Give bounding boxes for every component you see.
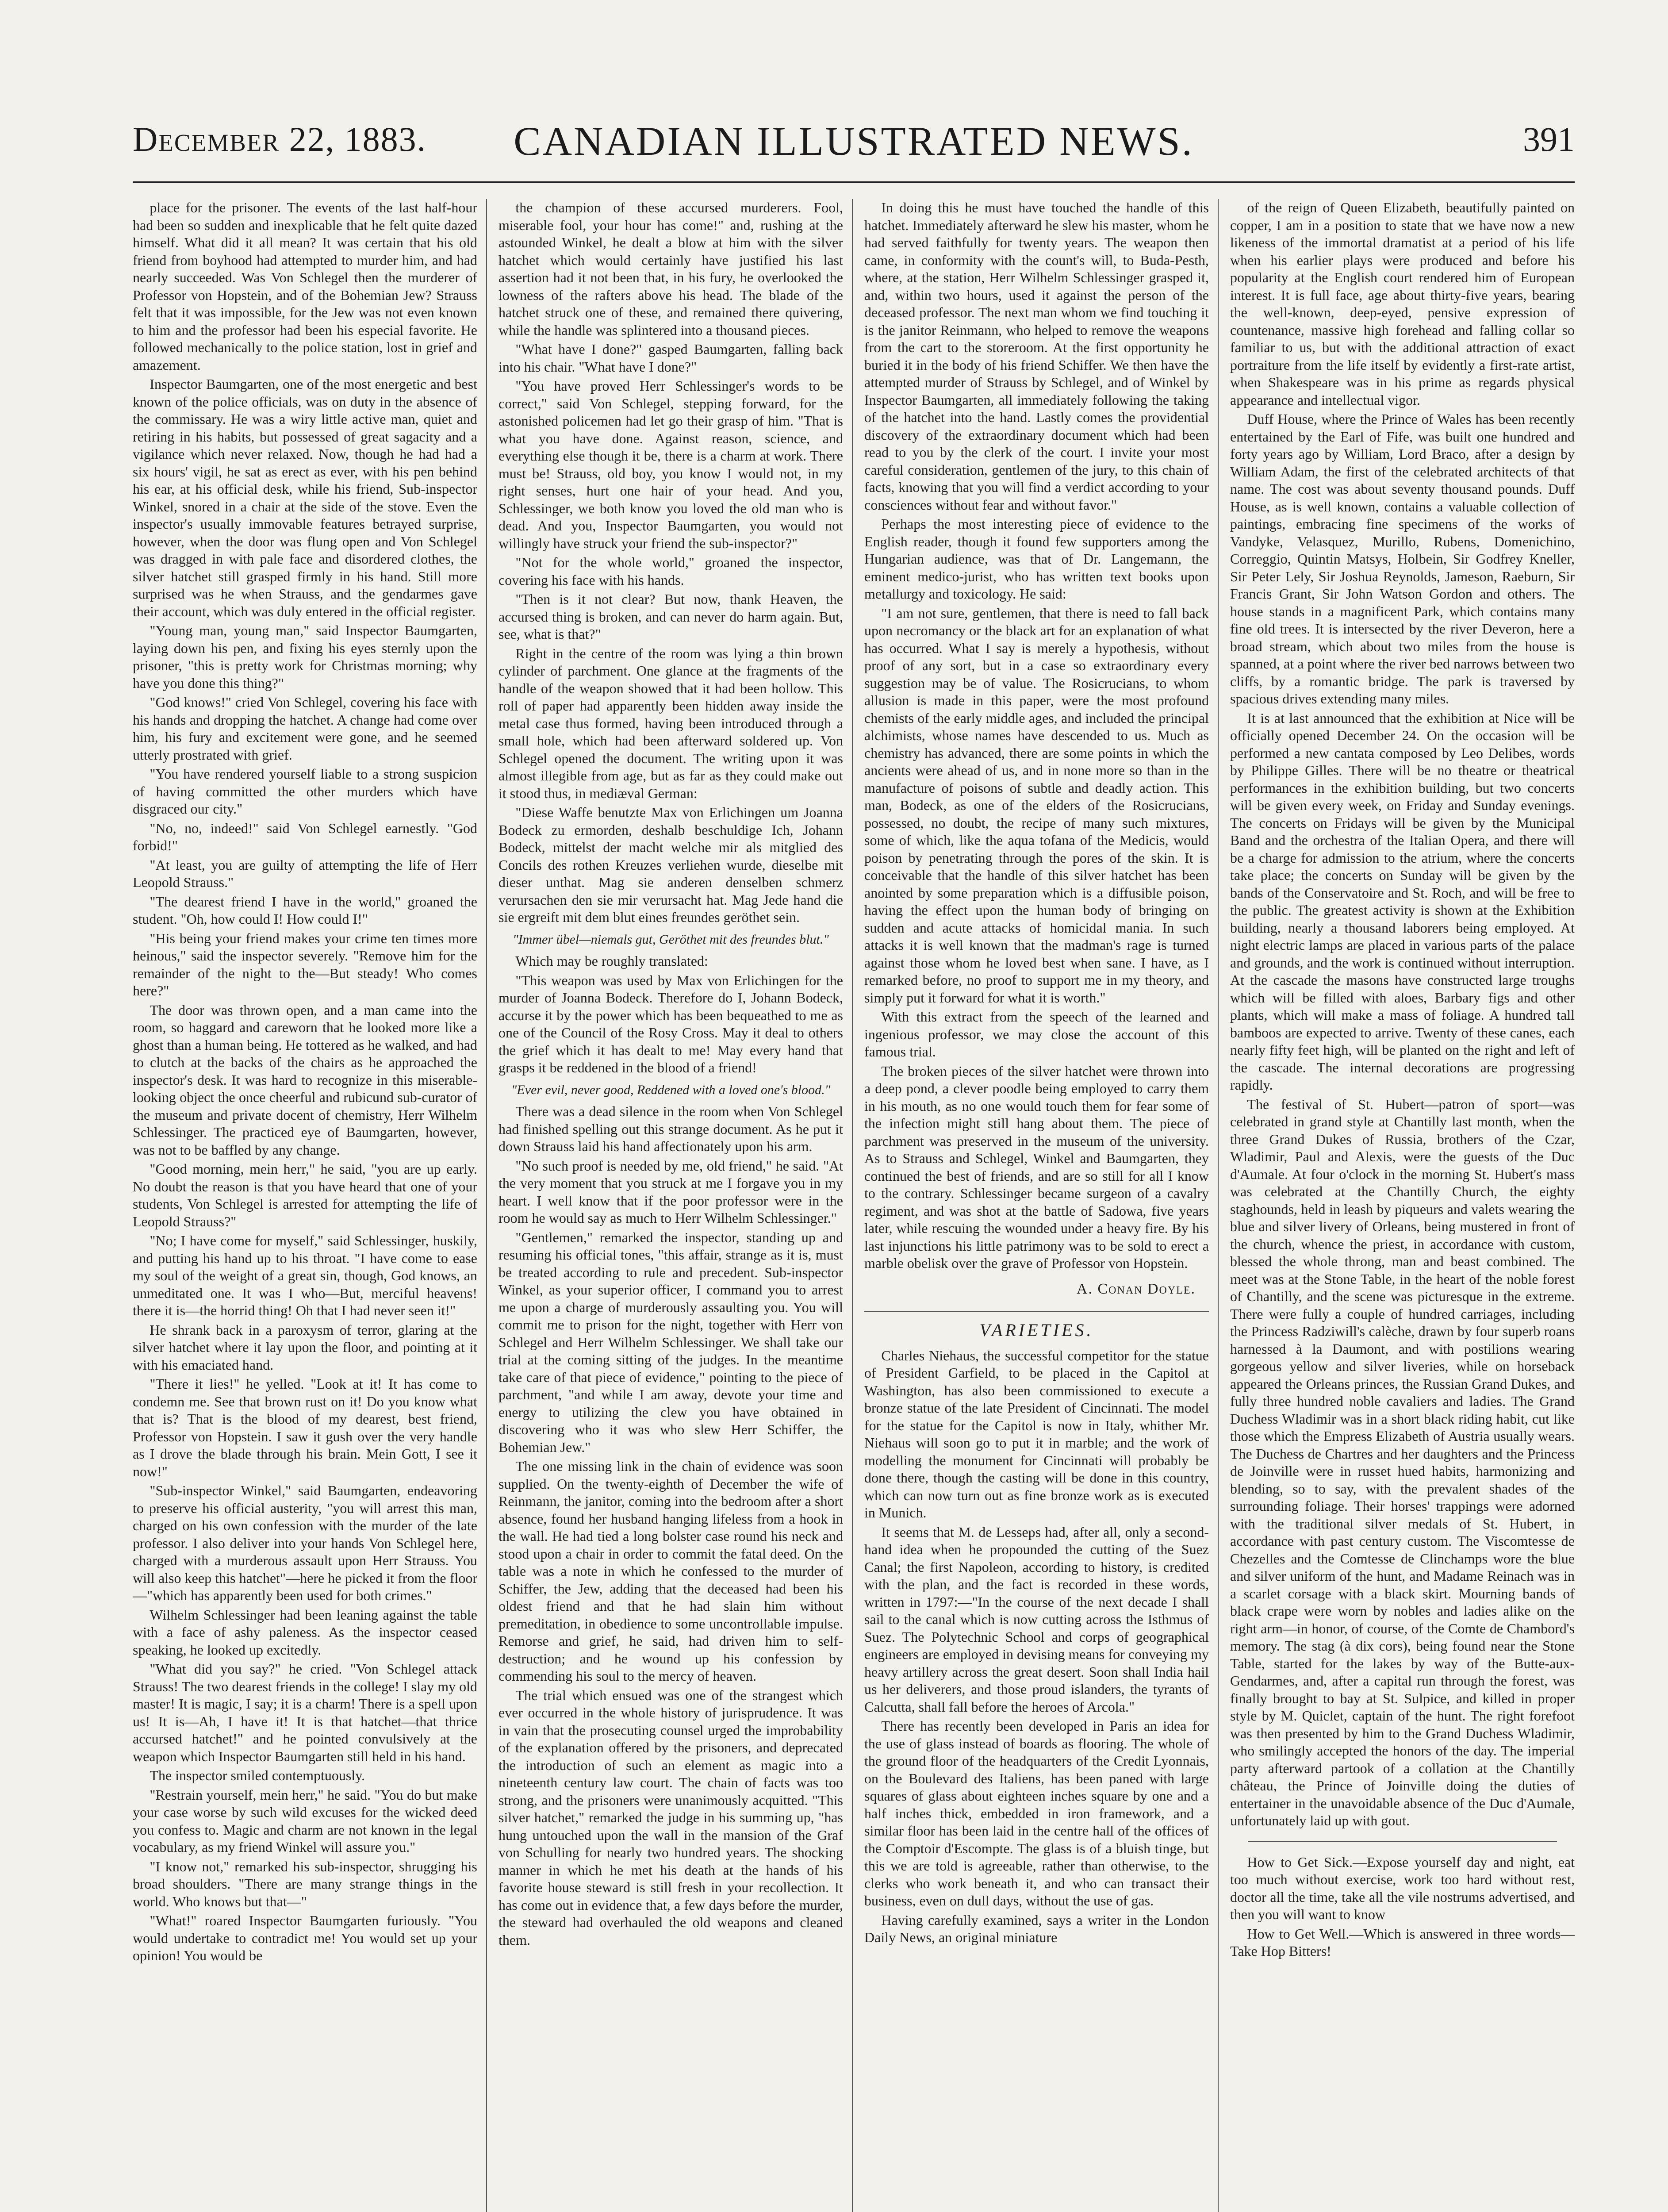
paragraph: "Sub-inspector Winkel," said Baumgarten, endeavoring to preserve his official austerity, "you will arrest this man, charged on his own confession with the murder of the late professor. I also deliver into your hands Von Schlegel here, charged with a murderous assault upon Herr Strauss. You will also keep this hatchet"—here he picked it from the floor—"which has apparently been used for both crimes." [133,1482,477,1603]
issue-date: December 22, 1883. [133,120,427,158]
tip-paragraph: How to Get Sick.—Expose yourself day and night, eat too much without exercise, work too hard without rest, doctor all the time, take all the vile nostrums advertised, and then you will want to know [1230,1854,1575,1922]
paragraph: "Gentlemen," remarked the inspector, standing up and resuming his official tones, "this affair, strange as it is, must be treated according to rule and precedent. Sub-inspector Winkel, as your superior officer, I command you to arrest me upon a charge of murderously assaulting you. You will commit me to prison for the night, together with Herr von Schlegel and Herr Wilhelm Schlessinger. We shall take our trial at the coming sitting of the judges. In the meantime take care of that piece of evidence," pointing to the piece of parchment, "and while I am away, devote your time and energy to utilizing the clew you have obtained in discovering who it was who slew Herr Schiffer, the Bohemian Jew." [498,1229,843,1455]
paragraph: "Good morning, mein herr," he said, "you are up early. No doubt the reason is that you have heard that one of your students, Von Schlegel is arrested for attempting the life of Leopold Strauss?" [133,1161,477,1229]
paragraph: "No, no, indeed!" said Von Schlegel earnestly. "God forbid!" [133,820,477,853]
paragraph: "God knows!" cried Von Schlegel, covering his face with his hands and dropping the hatchet. A change had come over him, his fury and excitement were gone, and he seemed utterly prostrated with grief. [133,694,477,763]
page-number: 391 [1523,120,1575,158]
paragraph: "Young man, young man," said Inspector Baumgarten, laying down his pen, and fixing his eyes sternly upon the prisoner, "this is pretty work for Christmas morning; why have you done this thing?" [133,622,477,691]
paragraph: The trial which ensued was one of the strangest which ever occurred in the whole history of jurisprudence. It was in vain that the prosecuting counsel urged the improbability of the explanation offered by the prisoners, and deprecated the introduction of such an element as magic into a nineteenth century law court. The chain of facts was too strong, and the prisoners were unanimously acquitted. "This silver hatchet," remarked the judge in his summing up, "has hung untouched upon the wall in the mansion of the Graf von Schulling for nearly two hundred years. The shocking manner in which he met his death at the hands of his favorite house steward is still fresh in your recollection. It has come out in evidence that, a few days before the murder, the steward had overhauled the old weapons and cleaned them. [498,1687,843,1948]
paragraph: The broken pieces of the silver hatchet were thrown into a deep pond, a clever poodle being employed to carry them in his mouth, as no one would touch them for fear some of the infection might still hang about them. The piece of parchment was preserved in the museum of the university. As to Strauss and Schlegel, Winkel and Baumgarten, they continued the best of friends, and are so still for all I know to the contrary. Schlessinger became surgeon of a cavalry regiment, and was shot at the battle of Sadowa, five years later, while rescuing the wounded under a heavy fire. By his last injunctions his little patrimony was to be sold to erect a marble obelisk over the grave of Professor von Hopstein. [864,1063,1209,1271]
paragraph: With this extract from the speech of the learned and ingenious professor, we may close the account of this famous trial. [864,1009,1209,1060]
paragraph: "Restrain yourself, mein herr," he said. "You do but make your case worse by such wild excuses for the wicked deed you confess to. Magic and charm are not known in the legal vocabulary, as my friend Winkel will assure you." [133,1786,477,1855]
paragraph: It seems that M. de Lesseps had, after all, only a second-hand idea when he propounded the cutting of the Suez Canal; the first Napoleon, according to history, is credited with the plan, and the fact is recorded in these words, written in 1797:—"In the course of the next decade I shall sail to the canal which is now cutting across the Isthmus of Suez. The Polytechnic School and corps of geographical engineers are employed in devising means for conveying my heavy artillery across the great desert. Soon shall India hail us her deliverers, and those proud islanders, the tyrants of Calcutta, shall fall before the heroes of Arcola." [864,1524,1209,1715]
column-1 [133,199,487,2212]
paragraph: "What have I done?" gasped Baumgarten, falling back into his chair. "What have I done?" [498,341,843,375]
paragraph: There was a dead silence in the room when Von Schlegel had finished spelling out this strange document. As he put it down Strauss laid his hand affectionately upon his arm. [498,1103,843,1154]
paragraph: Duff House, where the Prince of Wales has been recently entertained by the Earl of Fife, was built one hundred and forty years ago by William, Lord Braco, after a design by William Adam, the first of the celebrated architects of that name. The cost was about seventy thousand pounds. Duff House, as is well known, contains a valuable collection of paintings, embracing fine specimens of the works of Vandyke, Velasquez, Murillo, Rubens, Domenichino, Correggio, Quintin Matsys, Holbein, Sir Godfrey Kneller, Sir Peter Lely, Sir Joshua Reynolds, Jameson, Raeburn, Sir Francis Grant, Sir John Watson Gordon and others. The house stands in a magnificent Park, which contains many fine old trees. It is intersected by the river Deveron, here a broad stream, which about two miles from the house is spanned, at a point where the river bed narrows between two cliffs, by a romantic bridge. The park is traversed by spacious drives extending many miles. [1230,411,1575,707]
paragraph: "I know not," remarked his sub-inspector, shrugging his broad shoulders. "There are many strange things in the world. Who knows but that—" [133,1858,477,1909]
column-4 [1230,199,1575,2212]
paragraph: "His being your friend makes your crime ten times more heinous," said the inspector severely. "Remove him for the remainder of the night to the—But steady! Who comes here?" [133,930,477,998]
paragraph: "You have proved Herr Schlessinger's words to be correct," said Von Schlegel, stepping forward, for the astonished policemen had let go their grasp of him. "That is what you have done. Against reason, science, and everything else though it be, there is a charm at work. There must be! Strauss, old boy, you know I would not, in my right senses, hurt one hair of your head. And you, Schlessinger, we both know you loved the old man who is dead. And you, Inspector Baumgarten, you would not willingly have struck your friend the sub-inspector?" [498,378,843,551]
paragraph: "At least, you are guilty of attempting the life of Herr Leopold Strauss." [133,856,477,890]
section-divider [1248,1841,1557,1842]
newspaper-page [133,66,1575,2212]
paragraph: place for the prisoner. The events of the last half-hour had been so sudden and inexplicable that he felt quite dazed himself. What did it all mean? It was certain that his old friend from boyhood had attempted to murder him, and had nearly succeeded. Was Von Schlegel then the murderer of Professor von Hopstein, and of the Bohemian Jew? Strauss felt that it was impossible, for the Jew was not even known to him and the professor had been his especial favorite. He followed mechanically to the police station, lost in grief and amazement. [133,200,477,373]
paragraph: The inspector smiled contemptuously. [150,1767,365,1783]
paragraph: The one missing link in the chain of evidence was soon supplied. On the twenty-eighth of December the wife of Reinmann, the janitor, coming into the bedroom after a short absence, found her husband hanging lifeless from a hook in the wall. He had tied a long bolster case round his neck and stood upon a chair in order to commit the fatal deed. On the table was a note in which he confessed to the murder of Schiffer, the Jew, adding that the deceased had been his oldest friend and that he had slain him without premeditation, in obedience to some uncontrollable impulse. Remorse and grief, he said, had driven him to self-destruction; and he wound up his confession by commending his soul to the mercy of heaven. [498,1458,843,1684]
paragraph: "No such proof is needed by me, old friend," he said. "At the very moment that you struck at me I forgave you in my heart. I well know that if the poor professor were in the room he would say as much to Herr Wilhelm Schlessinger." [498,1157,843,1226]
paragraph: He shrank back in a paroxysm of terror, glaring at the silver hatchet where it lay upon the floor, and pointing at it with his emaciated hand. [133,1321,477,1373]
advert-notes [1230,1854,1575,1960]
author-signature: A. Conan Doyle. [1076,1280,1196,1297]
varieties-section [864,1347,1209,1947]
column-3 [864,199,1219,2212]
tip-paragraph: How to Get Well.—Which is answered in three words—Take Hop Bitters! [1230,1925,1575,1959]
paragraph: Wilhelm Schlessinger had been leaning against the table with a face of ashy paleness. As the inspector ceased speaking, he looked up excitedly. [133,1606,477,1658]
paragraph: "You have rendered yourself liable to a strong suspicion of having committed the other murders which have disgraced our city." [133,766,477,817]
paragraph: the champion of these accursed murderers. Fool, miserable fool, your hour has come!" and, rushing at the astounded Winkel, he dealt a blow at him with the silver hatchet which would certainly have justified his last assertion had it not been that, in his fury, he overlooked the lowness of the rafters above his head. The blade of the hatchet struck one of these, and remained there quivering, while the handle was splintered into a thousand pieces. [498,200,843,338]
paragraph: "This weapon was used by Max von Erlichingen for the murder of Joanna Bodeck. Therefore do I, Johann Bodeck, accurse it by the power which has been bequeathed to me as one of the Council of the Rosy Cross. May it deal to others the grief which it has dealt to me! May every hand that grasps it be reddened in the blood of a friend! [498,972,843,1075]
paragraph: The festival of St. Hubert—patron of sport—was celebrated in grand style at Chantilly last month, when the three Grand Dukes of Russia, brothers of the Czar, Wladimir, Paul and Alexis, were the guests of the Duc d'Aumale. At four o'clock in the morning St. Hubert's mass was celebrated at the Chantilly Church, the eighty staghounds, held in leash by piqueurs and valets wearing the blue and silver livery of Orleans, being mustered in front of the church, whence the priest, in accordance with custom, blessed the whole throng, man and beast combined. The meet was at the Stone Table, in the heart of the noble forest of Chantilly, and the scene was picturesque in the extreme. There were fully a couple of hundred carriages, including the Princess Radziwill's calèche, drawn by four superb roans harnessed à la Daumont, and with postilions wearing gorgeous yellow and silver liveries, while on horseback appeared the Orleans princes, the Russian Grand Dukes, and fully three hundred noble cavaliers and ladies. The Grand Duchess Wladimir was in a short black riding habit, cut like those which the Empress Elizabeth of Austria usually wears. The Duchess de Chartres and her daughters and the Princess de Joinville were in russet hued habits, harmonizing and blending, so to say, with the prevalent shades of the surrounding foliage. Their horses' trappings were adorned with the traditional silver medals of St. Hubert, in accordance with past century custom. The Viscomtesse de Chezelles and the Comtesse de Clinchamps wore the blue and silver uniform of the hunt, and Madame Reinach was in a scarlet corsage with a black skirt. Mourning bands of black crape were worn by nobles and ladies alike on the right arm—in honor, of course, of the Comte de Chambord's memory. The stag (à dix cors), being found near the Stone Table, started for the lakes by way of the Butte-aux-Gendarmes, and, after a capital run through the forest, was finally brought to bay at St. Sulpice, and killed in proper style by M. Quiclet, captain of the hunt. The right forefoot was then presented by him to the Grand Duchess Wladimir, who smilingly accepted the honors of the day. The imperial party afterward partook of a collation at the Chantilly château, the Prince of Joinville doing the duties of entertainer in the unavoidable absence of the Duc d'Aumale, unfortunately laid up with gout. [1230,1096,1575,1828]
paragraph: "There it lies!" he yelled. "Look at it! It has come to condemn me. See that brown rust on it! Do you know what that is? That is the blood of my dearest, best friend, Professor von Hopstein. I saw it gush over the very handle as I drove the blade through his brain. Mein Gott, I see it now!" [133,1376,477,1479]
paragraph: "Then is it not clear? But now, thank Heaven, the accursed thing is broken, and can never do harm again. But, see, what is that?" [498,591,843,642]
paragraph: of the reign of Queen Elizabeth, beautifully painted on copper, I am in a position to state that we have now a new likeness of the immortal dramatist at a period of his life when his earlier plays were produced and before his popularity at the English court rendered him of European interest. It is full face, age about thirty-five years, bearing the well-known, deep-eyed, pensive expression of countenance, massive high forehead and falling collar so familiar to us, but with the additional attraction of exact portraiture from the life itself by evidently a first-rate artist, when Shakespeare was in his prime as regards physical appearance and intellectual vigor. [1230,200,1575,408]
paragraph: Inspector Baumgarten, one of the most energetic and best known of the police officials, was on duty in the absence of the commissary. He was a wiry little active man, quiet and retiring in his habits, but possessed of great sagacity and a vigilance which never relaxed. Now, though he had had a six hours' vigil, he sat as erect as ever, with his pen behind his ear, at his official desk, while his friend, Sub-inspector Winkel, snored in a chair at the side of the stove. Even the inspector's usually immovable features betrayed surprise, however, when the door was flung open and Von Schlegel was dragged in with pale face and disordered clothes, the silver hatchet still grasped firmly in his hand. Still more surprised was he when Strauss, and the gendarmes gave their account, which was duly entered in the official register. [133,376,477,619]
paragraph: "Not for the whole world," groaned the inspector, covering his face with his hands. [498,554,843,588]
paragraph: In doing this he must have touched the handle of this hatchet. Immediately afterward he slew his master, whom he had served faithfully for twenty years. The weapon then came, in conformity with the count's will, to Buda-Pesth, where, at the station, Herr Wilhelm Schlessinger grasped it, and, within two hours, used it against the person of the deceased professor. The next man whom we find touching it is the janitor Reinmann, who helped to remove the weapons from the cart to the storeroom. At the first opportunity he buried it in the body of his friend Schiffer. We then have the attempted murder of Strauss by Schlegel, and of Winkel by Inspector Baumgarten, all immediately following the taking of the hatchet into the hand. Lastly comes the providential discovery of the extraordinary document which had been read to you by the clerk of the court. I invite your most careful consideration, gentlemen of the jury, to this chain of facts, knowing that you will find a verdict according to your consciences without fear and without favor." [864,200,1209,513]
varieties-heading: VARIETIES. [864,1311,1209,1339]
paragraph: "Ever evil, never good, Reddened with a loved one's blood." [511,1082,831,1097]
paragraph: Charles Niehaus, the successful competitor for the statue of President Garfield, to be placed in the Capitol at Washington, has also been commissioned to execute a bronze statue of the late President of Cincinnati. The model for the statue for the Capitol is now in Italy, whither Mr. Niehaus will soon go to put it in marble; and the work of modelling the monument for Cincinnati will probably be done there, though the casting will be done in this country, which can now turn out as fine bronze work as is executed in Munich. [864,1347,1209,1521]
story-conclusion [864,199,1209,1272]
paragraph: Which may be roughly translated: [515,953,708,969]
news-items [1230,199,1575,1830]
paragraph: There has recently been developed in Paris an idea for the use of glass instead of boards as flooring. The whole of the ground floor of the headquarters of the Credit Lyonnais, on the Boulevard des Italiens, has been paned with large squares of glass about eighteen inches square by one and a half inches thick, embedded in iron framework, and a similar floor has been laid in the centre hall of the offices of the Comptoir d'Escompte. The glass is of a bluish tinge, but this we are told is agreeable, rather than otherwise, to the clerks who work beneath it, and who can transact their business, even on dull days, without the use of gas. [864,1718,1209,1909]
paragraph: Right in the centre of the room was lying a thin brown cylinder of parchment. One glance at the fragments of the handle of the weapon showed that it had been hollow. This roll of paper had apparently been hidden away inside the metal case thus formed, having been introduced through a small hole, which had been afterward soldered up. Von Schlegel opened the document. The writing upon it was almost illegible from age, but as far as they could make out it stood thus, in mediæval German: [498,645,843,801]
column-2 [498,199,853,2212]
paragraph: "What!" roared Inspector Baumgarten furiously. "You would undertake to contradict me! You would set up your opinion! You would be [133,1912,477,1963]
masthead [133,106,1575,183]
paragraph: It is at last announced that the exhibition at Nice will be officially opened December 24. On the occasion will be performed a new cantata composed by Leo Delibes, words by Philippe Gilles. There will be no theatre or theatrical performances in the exhibition building, but two concerts will be given every week, on Friday and Sunday evenings. The concerts on Fridays will be given by the Municipal Band and the orchestra of the Italian Opera, and there will be a charge for admission to the atrium, where the concerts take place; the concerts on Sunday will be given by the bands of the Conservatoire and St. Roch, and will be free to the public. The greatest activity is shown at the Exhibition building, nearly a thousand laborers being employed. At night electric lamps are placed in various parts of the palace and grounds, and the work is continued without interruption. At the cascade the masons have constructed large troughs which will be filled with aloes, Barbary figs and other plants, which will make a mass of foliage. A hundred tall bamboos are expected to arrive. Twenty of these canes, each nearly fifty feet high, will be planted on the right and left of the cascade. The internal decorations are progressing rapidly. [1230,710,1575,1093]
paragraph: Perhaps the most interesting piece of evidence to the English reader, though it found few supporters among the Hungarian audience, was that of Dr. Langemann, the eminent medico-jurist, who has written text books upon metallurgy and toxicology. He said: [864,516,1209,602]
paragraph: "No; I have come for myself," said Schlessinger, huskily, and putting his hand up to his throat. "I have come to ease my soul of the weight of a great sin, though, God knows, an unmeditated one. It was I who—But, merciful heavens! there it is—the horrid thing! Oh that I had never seen it!" [133,1233,477,1318]
paragraph: "The dearest friend I have in the world," groaned the student. "Oh, how could I! How could I!" [133,893,477,927]
newspaper-title: CANADIAN ILLUSTRATED NEWS. [514,119,1194,164]
paragraph: "Diese Waffe benutzte Max von Erlichingen um Joanna Bodeck zu ermorden, deshalb beschuldige Ich, Johann Bodeck, mittelst der macht welche mir als mitglied des Concils des rothen Kreuzes verliehen wurde, dieselbe mit dieser unthat. Mag sie anderen denselben schmerz verursachen den sie mir verursacht hat. Mag Jede hand die sie ergreift mit dem blut eines freundes geröthet sein. [498,804,843,925]
paragraph: Having carefully examined, says a writer in the London Daily News, an original miniature [864,1912,1209,1945]
paragraph: "What did you say?" he cried. "Von Schlegel attack Strauss! The two dearest friends in the college! I slay my old master! It is magic, I say; it is a charm! There is a spell upon us! It is—Ah, I have it! It is that hatchet—that thrice accursed hatchet!" and he pointed convulsively at the weapon which Inspector Baumgarten still held in his hand. [133,1661,477,1764]
paragraph: "I am not sure, gentlemen, that there is need to fall back upon necromancy or the black art for an explanation of what has occurred. What I say is merely a hypothesis, without proof of any sort, but in a case so extraordinary every suggestion may be of value. The Rosicrucians, to whom allusion is made in this paper, were the most profound chemists of the early middle ages, and included the principal alchimists, whose names have descended to us. Much as chemistry has advanced, there are some points in which the ancients were ahead of us, and in none more so than in the manufacture of poisons of subtle and deadly action. This man, Bodeck, as one of the elders of the Rosicrucians, possessed, no doubt, the recipe of many such mixtures, some of which, like the aqua tofana of the Medicis, would poison by penetrating through the pores of the skin. It is conceivable that the handle of this silver hatchet has been anointed by some preparation which is a diffusible poison, having the effect upon the human body of bringing on sudden and acute attacks of homicidal mania. In such attacks it is well known that the madman's rage is turned against those whom he loved best when sane. I have, as I remarked before, no proof to support me in my theory, and simply put it forward for what it is worth." [864,605,1209,1006]
columns [133,199,1575,2212]
paragraph: "Immer übel—niemals gut, Geröthet mit des freundes blut." [513,932,829,947]
paragraph: The door was thrown open, and a man came into the room, so haggard and careworn that he looked more like a ghost than a human being. He tottered as he walked, and had to clutch at the backs of the chairs as he approached the inspector's desk. It was hard to recognize in this miserable-looking object the once cheerful and rubicund sub-curator of the museum and private docent of chemistry, Herr Wilhelm Schlessinger. The practiced eye of Baumgarten, however, was not to be baffled by any change. [133,1002,477,1158]
